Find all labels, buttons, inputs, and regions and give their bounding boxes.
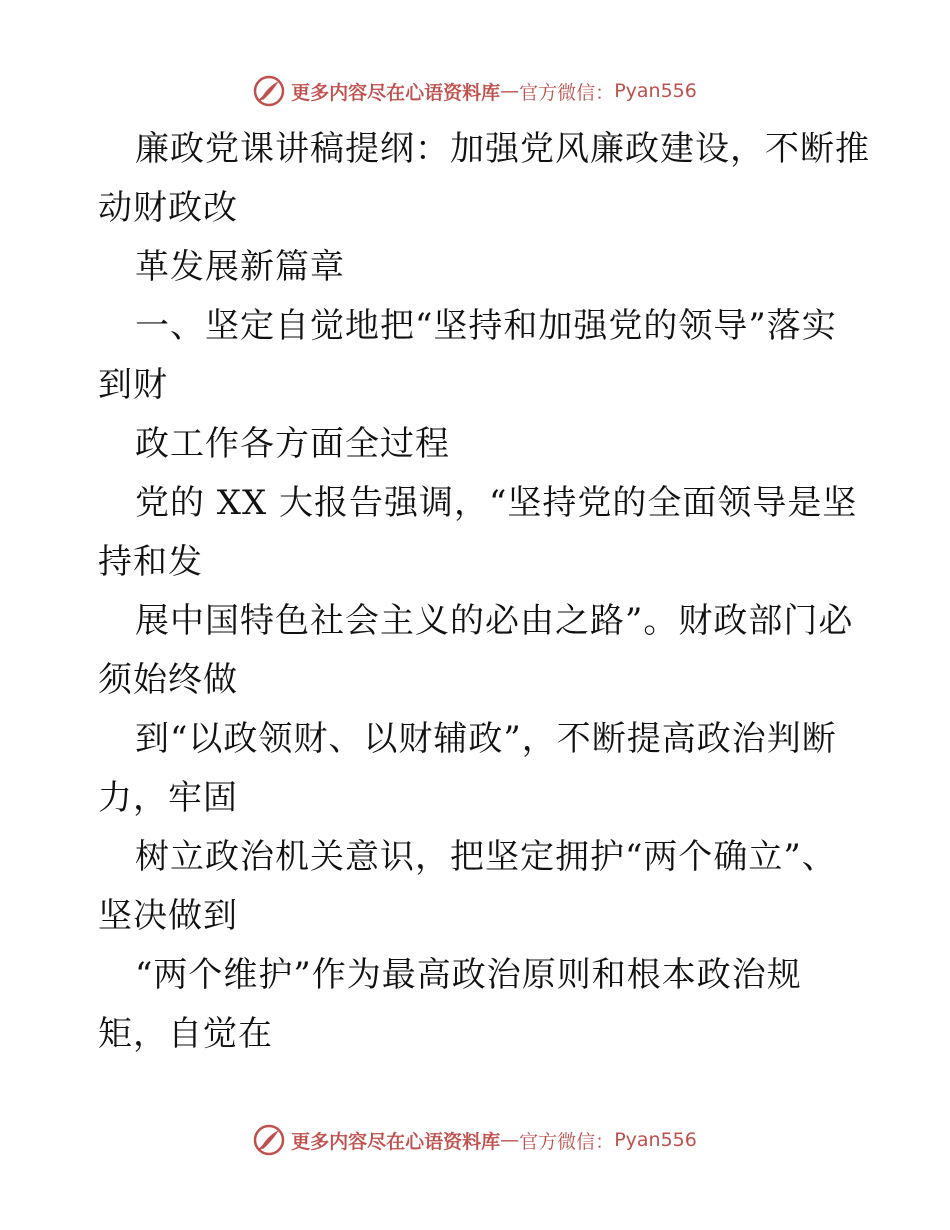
text-line: 树立政治机关意识，把坚定拥护“两个确立”、 xyxy=(135,837,837,877)
text-line: 政工作各方面全过程 xyxy=(135,424,450,464)
watermark-brand: 更多内容尽在心语资料库 xyxy=(291,81,501,104)
document-body xyxy=(98,120,870,1064)
watermark-wechat-id: Pyan556 xyxy=(614,1129,697,1151)
text-line: 廉政党课讲稿提纲：加强党风廉政建设，不断推 xyxy=(135,129,870,169)
text-line: 动财政改 xyxy=(98,188,238,228)
text-line: 持和发 xyxy=(98,542,203,582)
text-line: 到“以政领财、以财辅政”，不断提高政治判断 xyxy=(135,719,837,759)
text-line: 须始终做 xyxy=(98,660,238,700)
writing-feather-logo-icon xyxy=(253,1124,285,1156)
watermark-label: 官方微信： xyxy=(519,1130,615,1153)
text-line: 革发展新篇章 xyxy=(135,247,345,287)
text-line: “两个维护”作为最高政治原则和根本政治规 xyxy=(135,955,802,995)
text-line: 力，牢固 xyxy=(98,778,238,818)
text-line: 一、坚定自觉地把“坚持和加强党的领导”落实 xyxy=(135,306,837,346)
text-line: 党的 XX 大报告强调，“坚持党的全面领导是坚 xyxy=(135,483,858,523)
watermark-brand: 更多内容尽在心语资料库 xyxy=(291,1130,501,1153)
watermark-wechat-id: Pyan556 xyxy=(614,80,697,102)
watermark-separator: — xyxy=(500,80,520,102)
text-line: 矩，自觉在 xyxy=(98,1014,273,1054)
writing-feather-logo-icon xyxy=(253,75,285,107)
watermark-label: 官方微信： xyxy=(519,81,615,104)
text-line: 展中国特色社会主义的必由之路”。财政部门必 xyxy=(135,601,854,641)
header-watermark xyxy=(0,71,950,111)
watermark-separator: — xyxy=(500,1129,520,1151)
footer-watermark xyxy=(0,1120,950,1160)
text-line: 坚决做到 xyxy=(98,896,238,936)
text-line: 到财 xyxy=(98,365,168,405)
